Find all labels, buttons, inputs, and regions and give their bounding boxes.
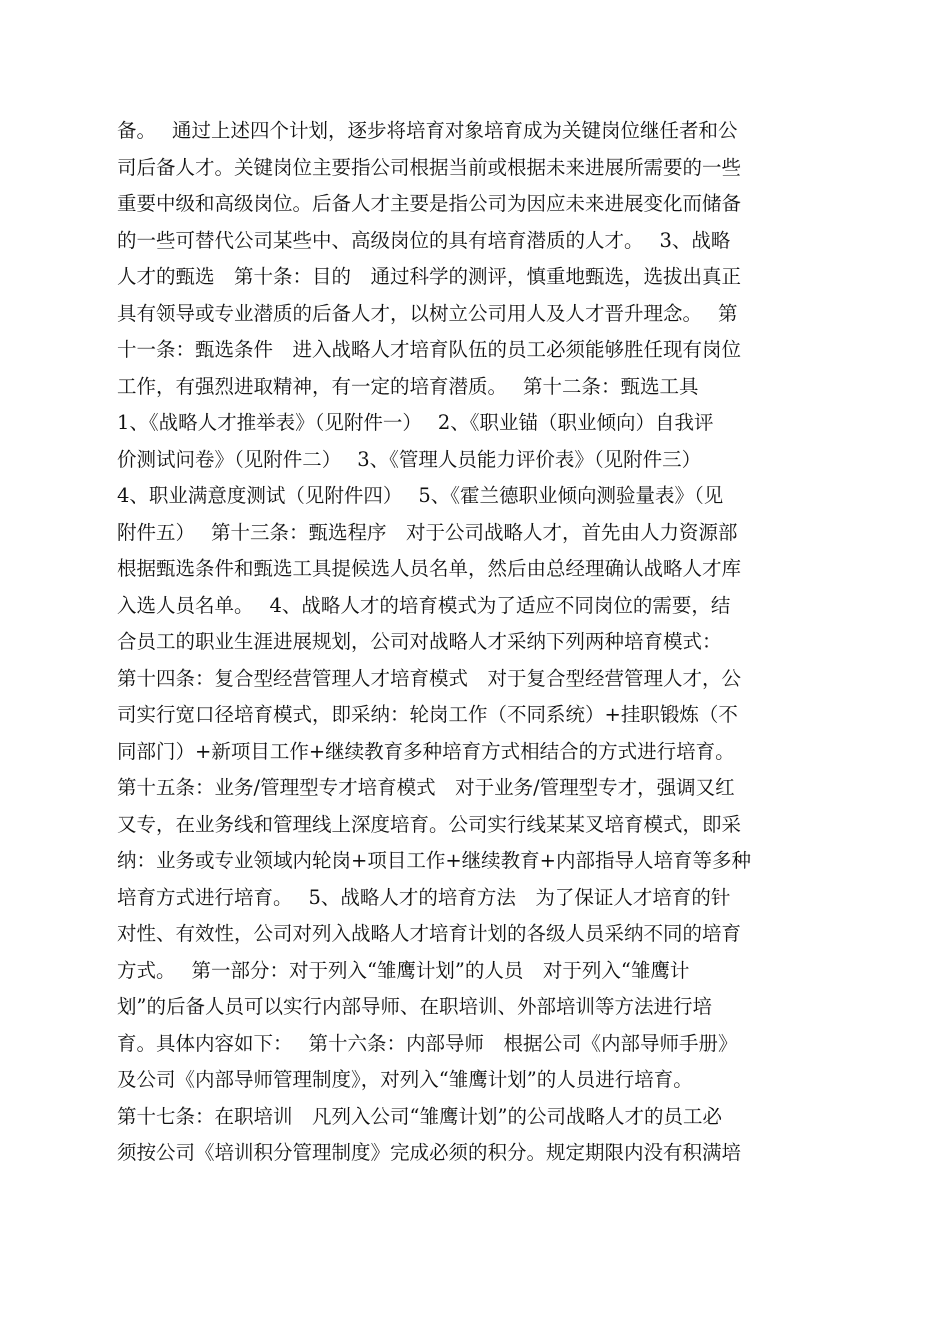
text-line-8: 工作，有强烈进取精神，有一定的培育潜质。 第十二条：甄选工具: [117, 374, 699, 398]
text-line-5: 人才的甄选 第十条：目的 通过科学的测评，慎重地甄选，选拔出真正: [117, 265, 742, 288]
text-line-27: 及公司《内部导师管理制度》，对列入“雏鹰计划”的人员进行培育。: [117, 1068, 693, 1091]
text-line-26: 育。具体内容如下： 第十六条：内部导师 根据公司《内部导师手册》: [117, 1031, 738, 1055]
text-line-16: 第十四条：复合型经营管理人才培育模式 对于复合型经营管理人才，公: [117, 666, 742, 690]
text-line-15: 合员工的职业生涯进展规划，公司对战略人才采纳下列两种培育模式：: [117, 630, 722, 653]
text-line-20: 又专，在业务线和管理线上深度培育。公司实行线某某叉培育模式，即采: [117, 812, 742, 836]
text-line-12: 附件五） 第十三条：甄选程序 对于公司战略人才，首先由人力资源部: [117, 520, 738, 544]
text-line-6: 具有领导或专业潜质的后备人才，以树立公司用人及人才晋升理念。 第: [117, 301, 738, 325]
text-line-19: 第十五条：业务/管理型专才培育模式 对于业务/管理型专才，强调又红: [117, 776, 735, 799]
text-line-7: 十一条：甄选条件 进入战略人才培育队伍的员工必须能够胜任现有岗位: [117, 338, 742, 361]
text-line-9: 1、《战略人才推举表》（见附件一） 2、《职业锚（职业倾向）自我评: [117, 411, 714, 434]
text-line-21: 纳：业务或专业领域内轮岗+项目工作+继续教育+内部指导人培育等多种: [117, 849, 752, 872]
text-line-2: 司后备人才。关键岗位主要指公司根据当前或根据未来进展所需要的一些: [117, 155, 742, 179]
text-line-23: 对性、有效性，公司对列入战略人才培育计划的各级人员采纳不同的培育: [117, 922, 742, 945]
text-line-24: 方式。 第一部分：对于列入“雏鹰计划”的人员 对于列入“雏鹰计: [117, 958, 690, 982]
text-line-17: 司实行宽口径培育模式，即采纳：轮岗工作（不同系统）+挂职锻炼（不: [117, 703, 738, 726]
text-line-3: 重要中级和高级岗位。后备人才主要是指公司为因应未来进展变化而储备: [117, 192, 742, 215]
text-line-18: 同部门）+新项目工作+继续教育多种培育方式相结合的方式进行培育。: [117, 739, 735, 763]
text-line-1: 备。 通过上述四个计划，逐步将培育对象培育成为关键岗位继任者和公: [117, 119, 738, 142]
text-line-22: 培育方式进行培育。 5、战略人才的培育方法 为了保证人才培育的针: [117, 885, 731, 909]
text-line-13: 根据甄选条件和甄选工具提候选人员名单，然后由总经理确认战略人才库: [117, 557, 742, 580]
text-line-29: 须按公司《培训积分管理制度》完成必须的积分。规定期限内没有积满培: [117, 1141, 742, 1164]
text-line-4: 的一些可替代公司某些中、高级岗位的具有培育潜质的人才。 3、战略: [117, 228, 731, 252]
text-line-28: 第十七条：在职培训 凡列入公司“雏鹰计划”的公司战略人才的员工必: [117, 1104, 722, 1128]
body-text: [117, 113, 837, 1172]
text-line-25: 划”的后备人员可以实行内部导师、在职培训、外部培训等方法进行培: [117, 995, 712, 1018]
text-line-10: 价测试问卷》（见附件二） 3、《管理人员能力评价表》（见附件三）: [117, 447, 702, 471]
text-line-14: 入选人员名单。 4、战略人才的培育模式为了适应不同岗位的需要，结: [117, 593, 731, 617]
text-line-11: 4、职业满意度测试（见附件四） 5、《霍兰德职业倾向测验量表》（见: [117, 484, 724, 507]
